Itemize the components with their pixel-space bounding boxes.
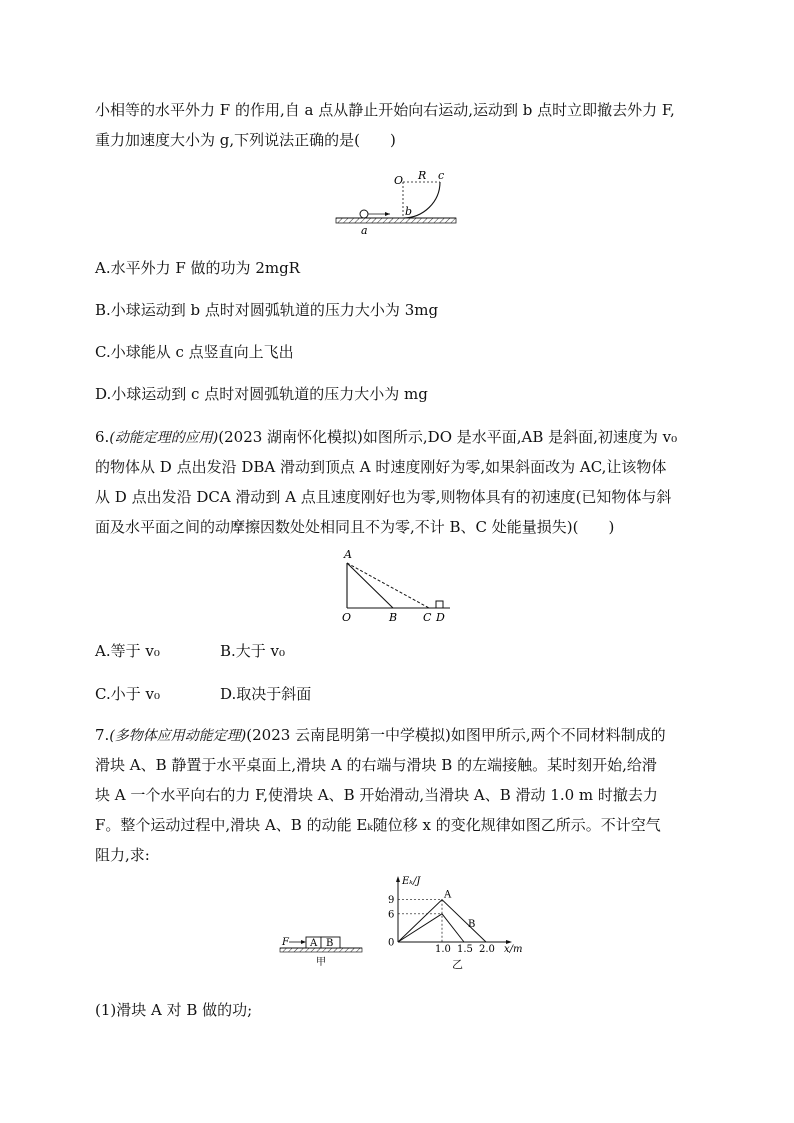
y-axis-label: Eₖ/J xyxy=(402,876,421,887)
q5-option-a: A.水平外力 F 做的功为 2mgR xyxy=(95,259,300,277)
label-B: B xyxy=(389,611,398,624)
q5-option-d: D.小球运动到 c 点时对圆弧轨道的压力大小为 mg xyxy=(95,385,428,403)
q6-option-c: C.小于 v₀ xyxy=(95,685,160,703)
label-b: b xyxy=(405,205,413,218)
q7-stem-line-4: F。整个运动过程中,滑块 A、B 的动能 Eₖ随位移 x 的变化规律如图乙所示。不计空气 xyxy=(95,816,661,834)
q6-figure-slopes xyxy=(335,545,460,625)
label-A: A xyxy=(344,548,352,561)
q5-option-b: B.小球运动到 b 点时对圆弧轨道的压力大小为 3mg xyxy=(95,301,439,319)
q6-stem-line-1-text: (2023 湖南怀化模拟)如图所示,DO 是水平面,AB 是斜面,初速度为 v₀ xyxy=(218,428,678,446)
q7-stem-line-5: 阻力,求: xyxy=(95,846,150,864)
y-tick-label-0: 0 xyxy=(388,937,395,949)
ground-surface xyxy=(336,218,456,223)
q6-number: 6. xyxy=(95,428,110,446)
slope-AB xyxy=(347,563,393,608)
label-block-B: B xyxy=(326,938,334,949)
q6-option-d: D.取决于斜面 xyxy=(220,685,312,703)
label-F: F xyxy=(282,937,289,948)
series-B-label: B xyxy=(468,918,476,930)
label-D: D xyxy=(436,611,445,624)
q6-stem-line-4: 面及水平面之间的动摩擦因数处处相同且不为零,不计 B、C 处能量损失)( ) xyxy=(95,518,615,536)
label-C: C xyxy=(423,611,432,624)
q6-stem-line-3: 从 D 点出发沿 DCA 滑动到 A 点且速度刚好也为零,则物体具有的初速度(已知物体与斜 xyxy=(95,488,672,506)
slope-AC-dashed xyxy=(347,563,429,608)
q5-stem-line-1: 小相等的水平外力 F 的作用,自 a 点从静止开始向右运动,运动到 b 点时立即撤去外力 F, xyxy=(95,101,675,119)
ball xyxy=(360,210,368,218)
y-tick-label-6: 6 xyxy=(388,909,395,921)
label-block-A: A xyxy=(310,938,318,949)
block xyxy=(436,601,443,608)
label-O: O xyxy=(394,174,404,187)
caption-jia: 甲 xyxy=(316,957,326,968)
q5-stem-line-2: 重力加速度大小为 g,下列说法正确的是( ) xyxy=(95,131,396,149)
x-tick-label-1.0: 1.0 xyxy=(435,944,451,955)
x-tick-label-2.0: 2.0 xyxy=(479,944,495,955)
q5-option-c: C.小球能从 c 点竖直向上飞出 xyxy=(95,343,294,361)
label-a: a xyxy=(361,224,368,236)
q7-sub-question-1: (1)滑块 A 对 B 做的功; xyxy=(95,1001,253,1019)
q7-stem-line-1 xyxy=(95,725,666,746)
q5-figure-track xyxy=(330,168,465,236)
y-tick-label-9: 9 xyxy=(388,895,395,907)
label-c: c xyxy=(438,169,445,182)
series-A-label: A xyxy=(444,889,452,901)
q6-stem-line-1 xyxy=(95,427,677,448)
graph-marks xyxy=(388,890,495,955)
q6-option-b: B.大于 v₀ xyxy=(220,642,286,660)
q6-option-a: A.等于 v₀ xyxy=(95,642,160,660)
q7-stem-line-3: 块 A 一个水平向右的力 F,使滑块 A、B 开始滑动,当滑块 A、B 滑动 1.0 m 时撤去力 xyxy=(95,786,658,804)
q7-category: (多物体应用动能定理) xyxy=(109,728,247,744)
q6-category: (动能定理的应用) xyxy=(109,430,219,446)
q7-number: 7. xyxy=(95,726,110,744)
q6-stem-line-2: 的物体从 D 点出发沿 DBA 滑动到顶点 A 时速度刚好为零,如果斜面改为 AC,让该物体 xyxy=(95,458,667,476)
label-O: O xyxy=(342,611,352,624)
series-B-line xyxy=(398,914,464,942)
q7-figure-jia xyxy=(278,928,368,968)
x-tick-label-1.5: 1.5 xyxy=(457,944,473,955)
q7-stem-line-2: 滑块 A、B 静置于水平桌面上,滑块 A 的右端与滑块 B 的左端接触。某时刻开始,给滑 xyxy=(95,756,657,774)
x-axis-label: x/m xyxy=(504,944,523,955)
label-R: R xyxy=(418,169,427,182)
caption-yi: 乙 xyxy=(452,958,463,971)
q7-stem-line-1-text: (2023 云南昆明第一中学模拟)如图甲所示,两个不同材料制成的 xyxy=(246,726,666,744)
table-surface xyxy=(280,948,362,952)
